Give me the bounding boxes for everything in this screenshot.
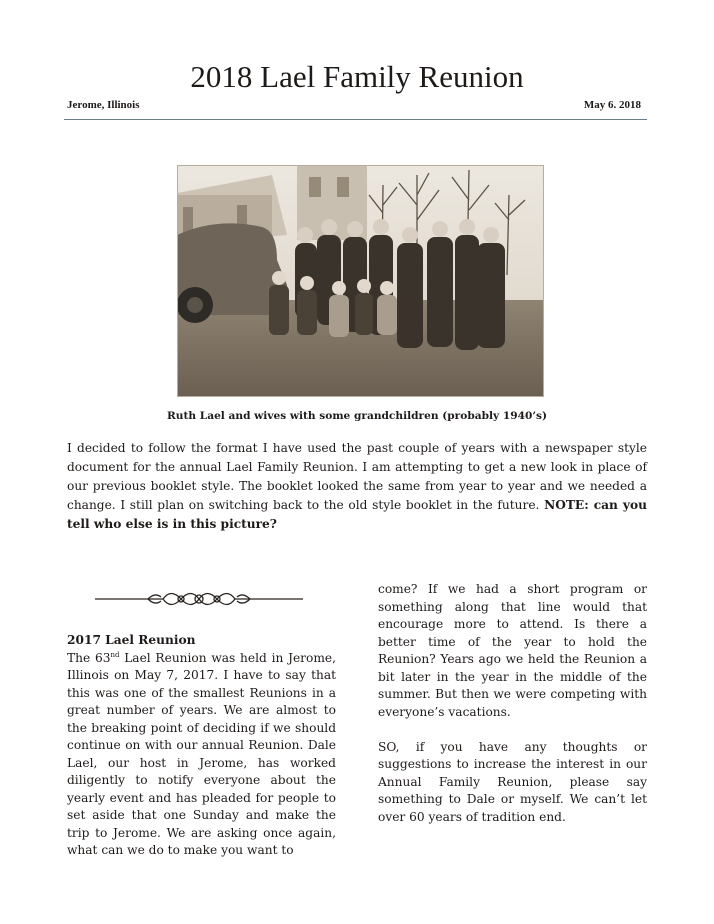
family-photo (177, 165, 544, 397)
intro-paragraph (67, 439, 647, 534)
intro-note: NOTE: can you tell who else is in this picture? (67, 498, 647, 531)
issue-date: May 6. 2018 (583, 99, 641, 111)
article-paragraph-3: SO, if you have any thoughts or suggestions to increase the interest in our Annual Family Reunion, please say something to Dale or myself. We can’t let over 60 years of tradition end. (378, 739, 647, 824)
article-column-left (67, 632, 336, 860)
page-title: 2018 Lael Family Reunion (190, 59, 524, 94)
article-column-right (378, 581, 647, 844)
article-text-continued: Lael Reunion was held in Jerome, Illinois on May 7, 2017. I have to say that this was one of the smallest Reunions in a great number of years. We are almost to the breaking point of deciding if we should continue on with our annual Reunion. Dale Lael, our host in Jerome, has worked diligently to notify everyone about the yearly event and has pleaded for people to set aside that one Sunday and make the trip to Jerome. We are asking once again, what can we do to make you want to (67, 650, 336, 857)
header-divider (64, 119, 647, 120)
article-text: The 63 (67, 650, 111, 665)
photo-caption: Ruth Lael and wives with some grandchildren (probably 1940’s) (166, 410, 548, 422)
article-paragraph-1 (67, 650, 336, 860)
article-paragraph-2: come? If we had a short program or something along that line would that encourage more to attend. Is there a better time of the year to hold the Reunion? Years ago we held the Reunion a bit later in the year in the middle of the summer. But then we were competing with everyone’s vacations. (378, 582, 647, 719)
article-heading: 2017 Lael Reunion (67, 633, 196, 647)
location-label: Jerome, Illinois (67, 99, 140, 111)
ordinal-suffix: nd (110, 650, 120, 659)
intro-text: I decided to follow the format I have used the past couple of years with a newspaper style document for the annual Lael Family Reunion. I am attempting to get a new look in place of our previous booklet style. The booklet looked the same from year to year and we needed a change. I still plan on switching back to the old style booklet in the future. (67, 441, 647, 512)
decorative-flourish (93, 584, 305, 614)
